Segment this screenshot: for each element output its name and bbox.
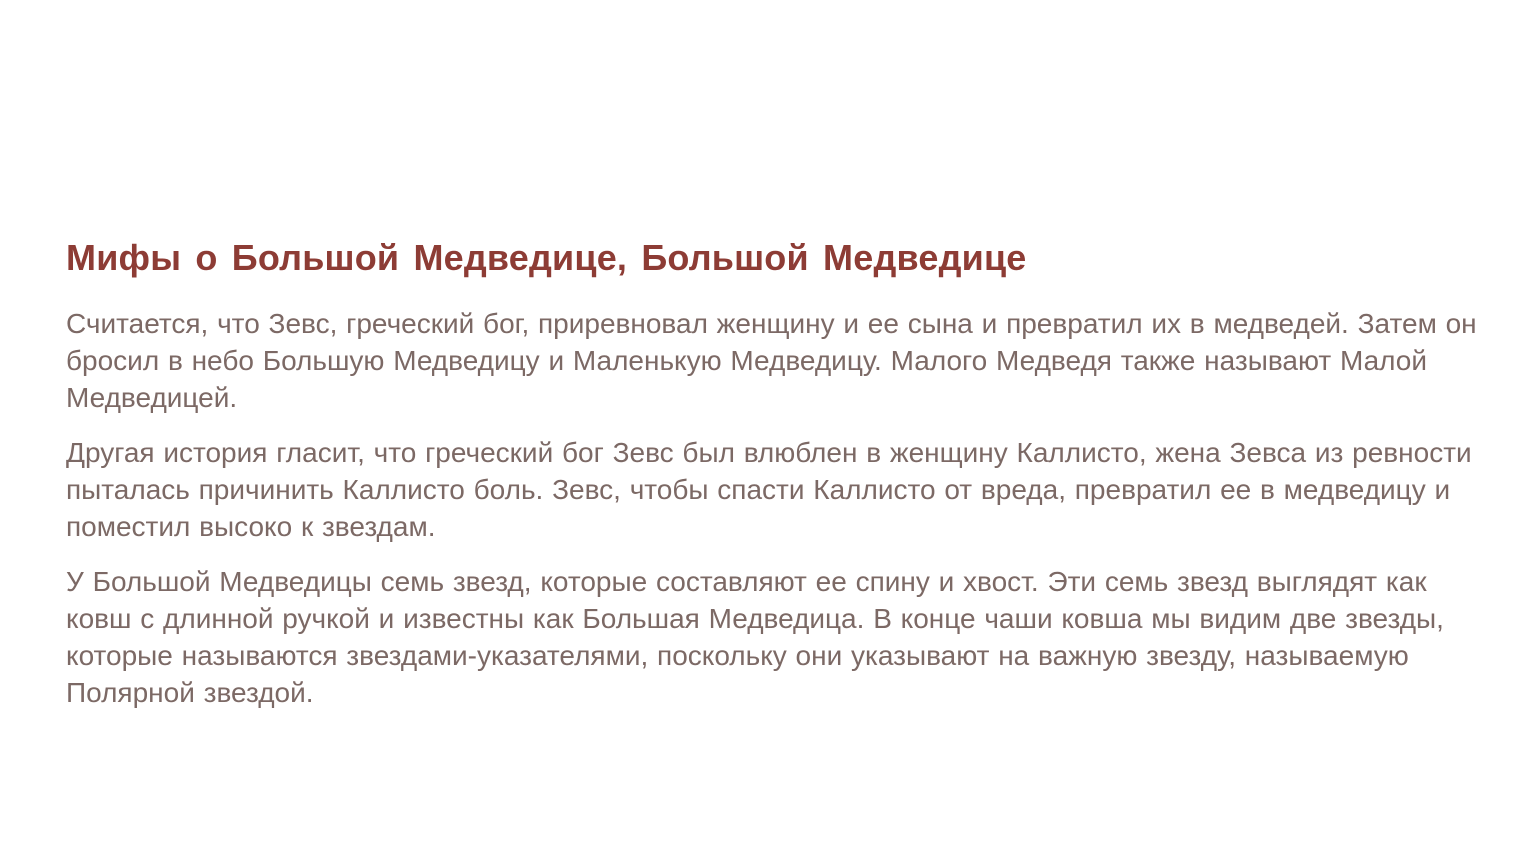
paragraph-zeus-myth: Считается, что Зевс, греческий бог, приревновал женщину и ее сына и превратил их в медведей. Затем он бросил в небо Большую Медведицу и Маленькую Медведицу. Малого Медведя также называют Малой Медведицей. bbox=[66, 308, 1477, 413]
paragraph-seven-stars: У Большой Медведицы семь звезд, которые составляют ее спину и хвост. Эти семь звезд выглядят как ковш с длинной ручкой и известны как Большая Медведица. В конце чаши ковша мы видим две звезды, которые называются звездами-указателями, поскольку они указывают на важную звезду, называемую Полярной звездой. bbox=[66, 566, 1444, 708]
document-content bbox=[66, 236, 1480, 711]
paragraph-callisto-myth: Другая история гласит, что греческий бог Зевс был влюблен в женщину Каллисто, жена Зевса из ревности пыталась причинить Каллисто боль. Зевс, чтобы спасти Каллисто от вреда, превратил ее в медведицу и поместил высоко к звездам. bbox=[66, 437, 1472, 542]
document-title: Мифы о Большой Медведице, Большой Медведице bbox=[66, 237, 1027, 278]
